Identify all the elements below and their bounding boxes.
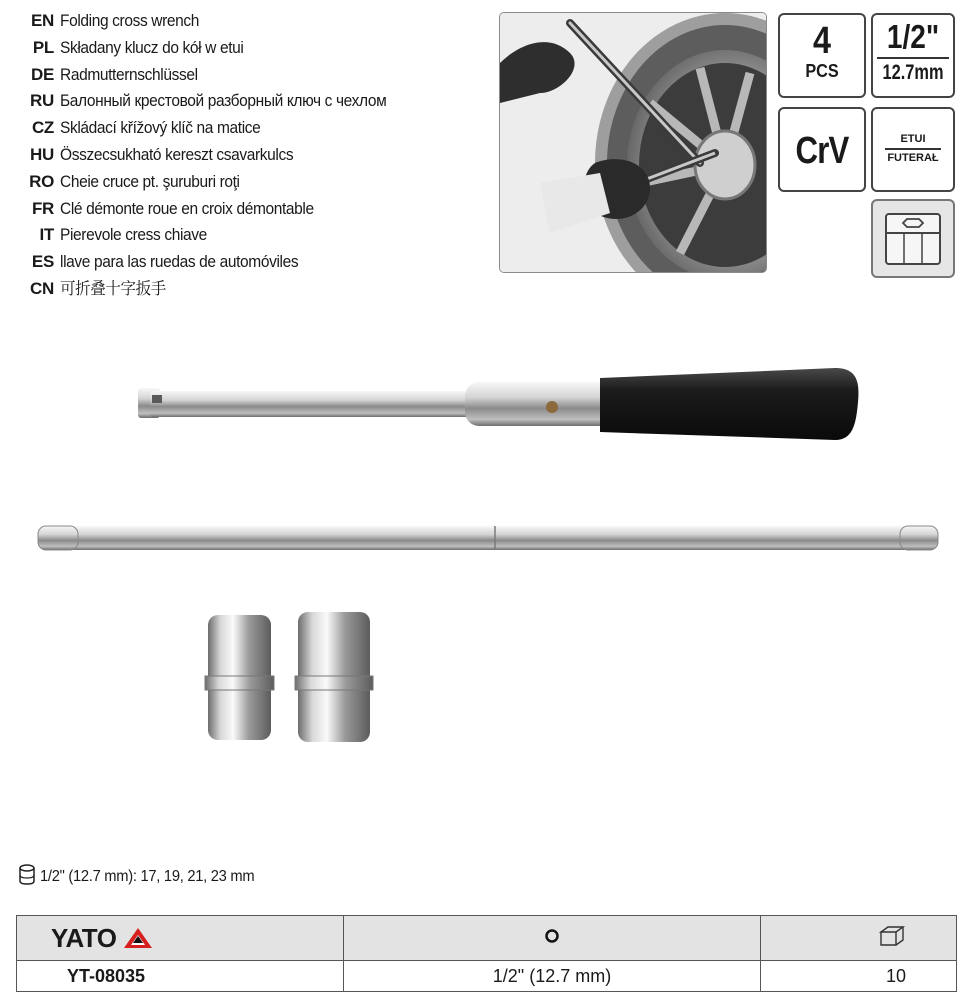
lang-code: CN (30, 278, 54, 298)
socket-1 (205, 615, 274, 740)
pieces-number: 4 (813, 20, 831, 62)
quantity-header-cell (761, 916, 957, 961)
lang-row-cz (18, 115, 407, 142)
lang-text: Folding cross wrench (60, 12, 200, 30)
lang-row-es (18, 249, 407, 276)
usage-photo (499, 12, 767, 273)
case-badge (871, 107, 955, 192)
brand-logo (51, 923, 343, 954)
table-header (17, 916, 957, 961)
drive-inch: 1/2" (886, 18, 940, 55)
lang-row-pl (18, 35, 407, 62)
wheel-illustration (500, 13, 766, 272)
drive-mm: 12.7mm (882, 61, 944, 84)
pieces-badge (778, 13, 866, 98)
product-table (16, 915, 957, 992)
lang-text: llave para las ruedas de automóviles (60, 253, 299, 272)
quantity: 10 (761, 961, 957, 992)
socket-icon (18, 864, 36, 886)
lang-row-en (18, 8, 407, 35)
lang-code: EN (30, 11, 54, 30)
lang-code: RU (30, 91, 54, 111)
socket-sizes: 1/2" (12.7 mm): 17, 19, 21, 23 mm (40, 868, 255, 885)
product-image (0, 300, 974, 860)
drive-size: 1/2" (12.7 mm) (344, 961, 761, 992)
language-list (18, 8, 407, 303)
drive-circle-icon (544, 928, 560, 944)
lang-text: Балонный крестовой разборный ключ с чехлом (60, 92, 387, 111)
lang-code: ES (31, 252, 54, 272)
material-badge (778, 107, 866, 192)
pieces-unit: PCS (805, 61, 839, 81)
lang-row-fr (18, 196, 407, 223)
case-icon-badge (871, 199, 955, 278)
lang-text: Radmutternschlüssel (60, 65, 198, 84)
lang-row-ru (18, 88, 407, 115)
lang-code: FR (31, 198, 54, 218)
socket-spec (18, 864, 266, 886)
lang-code: RO (29, 171, 54, 191)
case-icon (873, 201, 953, 276)
lang-text: Cheie cruce pt. şuruburi roţi (60, 172, 240, 191)
brand-name: YATO (51, 922, 117, 953)
drive-header-cell (344, 916, 761, 961)
box-icon (878, 924, 906, 948)
material-text: CrV (795, 130, 849, 172)
handle-wrench (138, 368, 858, 440)
lang-text: Clé démonte roue en croix démontable (60, 199, 314, 218)
lang-text: Összecsukható kereszt csavarkulcs (60, 145, 294, 164)
drive-size-badge (871, 13, 955, 98)
lang-text: Pierevole cress chiave (60, 226, 207, 245)
extension-bar (38, 526, 938, 550)
product-code: YT-08035 (17, 961, 344, 992)
divider (877, 57, 949, 59)
yato-logo-icon (122, 926, 154, 950)
lang-code: IT (39, 225, 54, 245)
divider (885, 148, 941, 150)
lang-code: HU (30, 144, 54, 164)
lang-row-de (18, 62, 407, 89)
case-label-1: ETUI (900, 133, 926, 145)
brand-cell (17, 916, 344, 961)
lang-text: 可折叠十字扳手 (60, 279, 166, 298)
lang-row-hu (18, 142, 407, 169)
lang-row-ro (18, 169, 407, 196)
lang-code: PL (32, 37, 54, 57)
case-label-2: FUTERAŁ (887, 151, 939, 164)
lang-row-cn (18, 276, 407, 303)
lang-text: Skládací křížový klíč na matice (60, 119, 261, 138)
lang-code: DE (30, 64, 54, 84)
lang-row-it (18, 222, 407, 249)
lang-code: CZ (31, 118, 54, 138)
wrench-set-illustration (0, 300, 974, 860)
lang-text: Składany klucz do kół w etui (60, 38, 244, 57)
socket-2 (295, 612, 373, 742)
table-row (17, 961, 957, 992)
